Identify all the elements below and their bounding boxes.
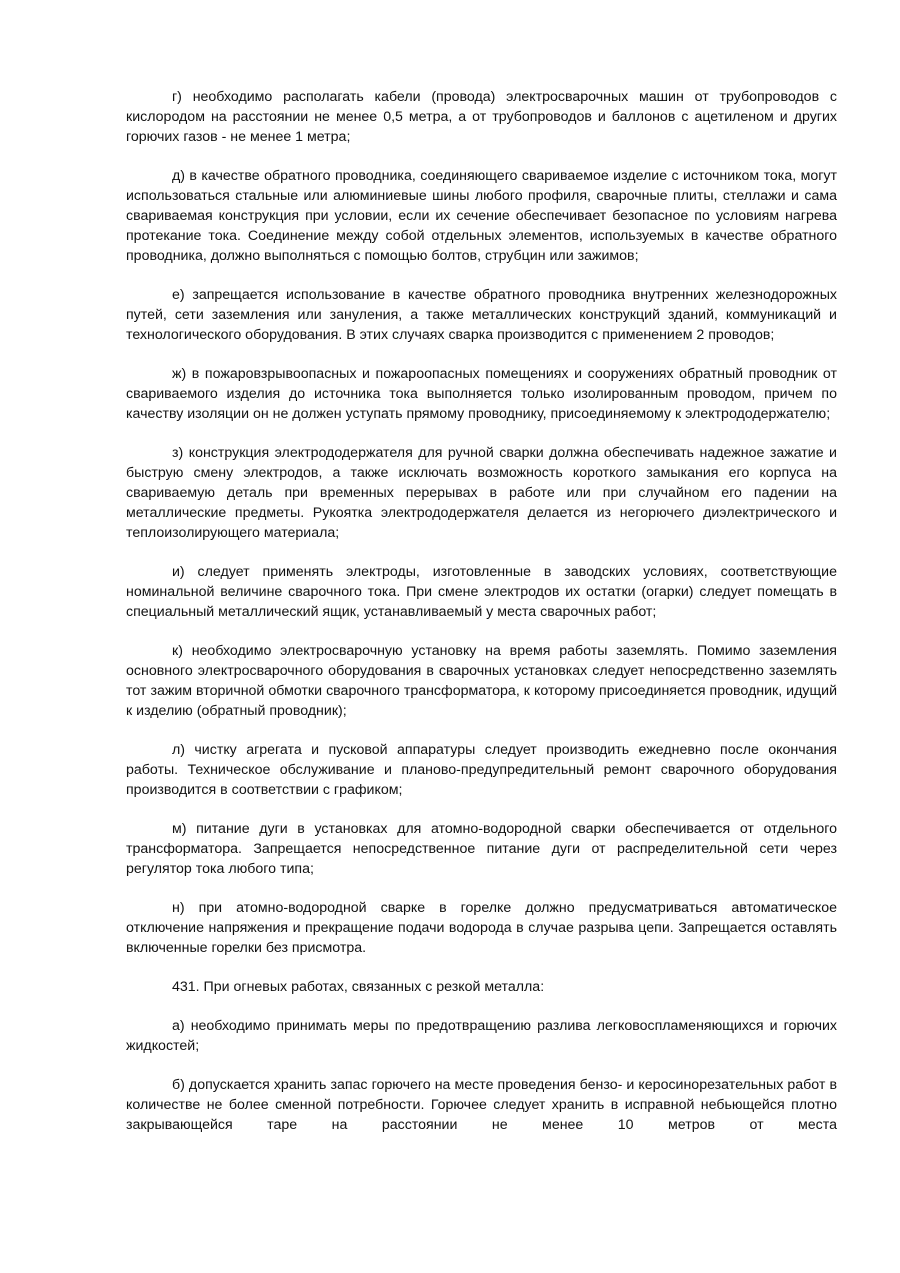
- paragraph-b: б) допускается хранить запас горючего на месте проведения бензо- и керосинорезательных работ в количестве не более сменной потребности. Горючее следует хранить в исправной небьющейся плотно закрывающейся таре на расстоянии не менее 10 метров от места: [126, 1077, 837, 1133]
- section-heading-431: 431. При огневых работах, связанных с резкой металла:: [172, 979, 545, 995]
- paragraph-n: н) при атомно-водородной сварке в горелке должно предусматриваться автоматическое отключение напряжения и прекращение подачи водорода в случае разрыва цепи. Запрещается оставлять включенные горелки без присмотра.: [126, 900, 837, 956]
- paragraph-l: л) чистку агрегата и пусковой аппаратуры следует производить ежедневно после окончания работы. Техническое обслуживание и планово-предупредительный ремонт сварочного оборудования производится в соответствии с графиком;: [126, 742, 837, 798]
- paragraph-z: з) конструкция электрододержателя для ручной сварки должна обеспечивать надежное зажатие и быструю смену электродов, а также исключать возможность короткого замыкания его корпуса на свариваемую деталь при временных перерывах в работе или при случайном его падении на металлические предметы. Рукоятка электрододержателя делается из негорючего диэлектрического и теплоизолирующего материала;: [126, 445, 837, 541]
- paragraph-a: а) необходимо принимать меры по предотвращению разлива легковоспламеняющихся и горючих жидкостей;: [126, 1018, 837, 1054]
- document-page: [126, 87, 837, 1154]
- paragraph-e: е) запрещается использование в качестве обратного проводника внутренних железнодорожных путей, сети заземления или зануления, а также металлических конструкций зданий, коммуникаций и технологического оборудования. В этих случаях сварка производится с применением 2 проводов;: [126, 287, 837, 343]
- paragraph-i: и) следует применять электроды, изготовленные в заводских условиях, соответствующие номинальной величине сварочного тока. При смене электродов их остатки (огарки) следует помещать в специальный металлический ящик, устанавливаемый у места сварочных работ;: [126, 564, 837, 620]
- paragraph-m: м) питание дуги в установках для атомно-водородной сварки обеспечивается от отдельного трансформатора. Запрещается непосредственное питание дуги от распределительной сети через регулятор тока любого типа;: [126, 821, 837, 877]
- paragraph-d: д) в качестве обратного проводника, соединяющего свариваемое изделие с источником тока, могут использоваться стальные или алюминиевые шины любого профиля, сварочные плиты, стеллажи и сама свариваемая конструкция при условии, если их сечение обеспечивает безопасное по условиям нагрева протекание тока. Соединение между собой отдельных элементов, используемых в качестве обратного проводника, должно выполняться с помощью болтов, струбцин или зажимов;: [126, 168, 837, 264]
- paragraph-k: к) необходимо электросварочную установку на время работы заземлять. Помимо заземления основного электросварочного оборудования в сварочных установках следует непосредственно заземлять тот зажим вторичной обмотки сварочного трансформатора, к которому присоединяется проводник, идущий к изделию (обратный проводник);: [126, 643, 837, 719]
- paragraph-g: г) необходимо располагать кабели (провода) электросварочных машин от трубопроводов с кислородом на расстоянии не менее 0,5 метра, а от трубопроводов и баллонов с ацетиленом и других горючих газов - не менее 1 метра;: [126, 89, 837, 145]
- paragraph-zh: ж) в пожаровзрывоопасных и пожароопасных помещениях и сооружениях обратный проводник от свариваемого изделия до источника тока выполняется только изолированным проводом, причем по качеству изоляции он не должен уступать прямому проводнику, присоединяемому к электрододержателю;: [126, 366, 837, 422]
